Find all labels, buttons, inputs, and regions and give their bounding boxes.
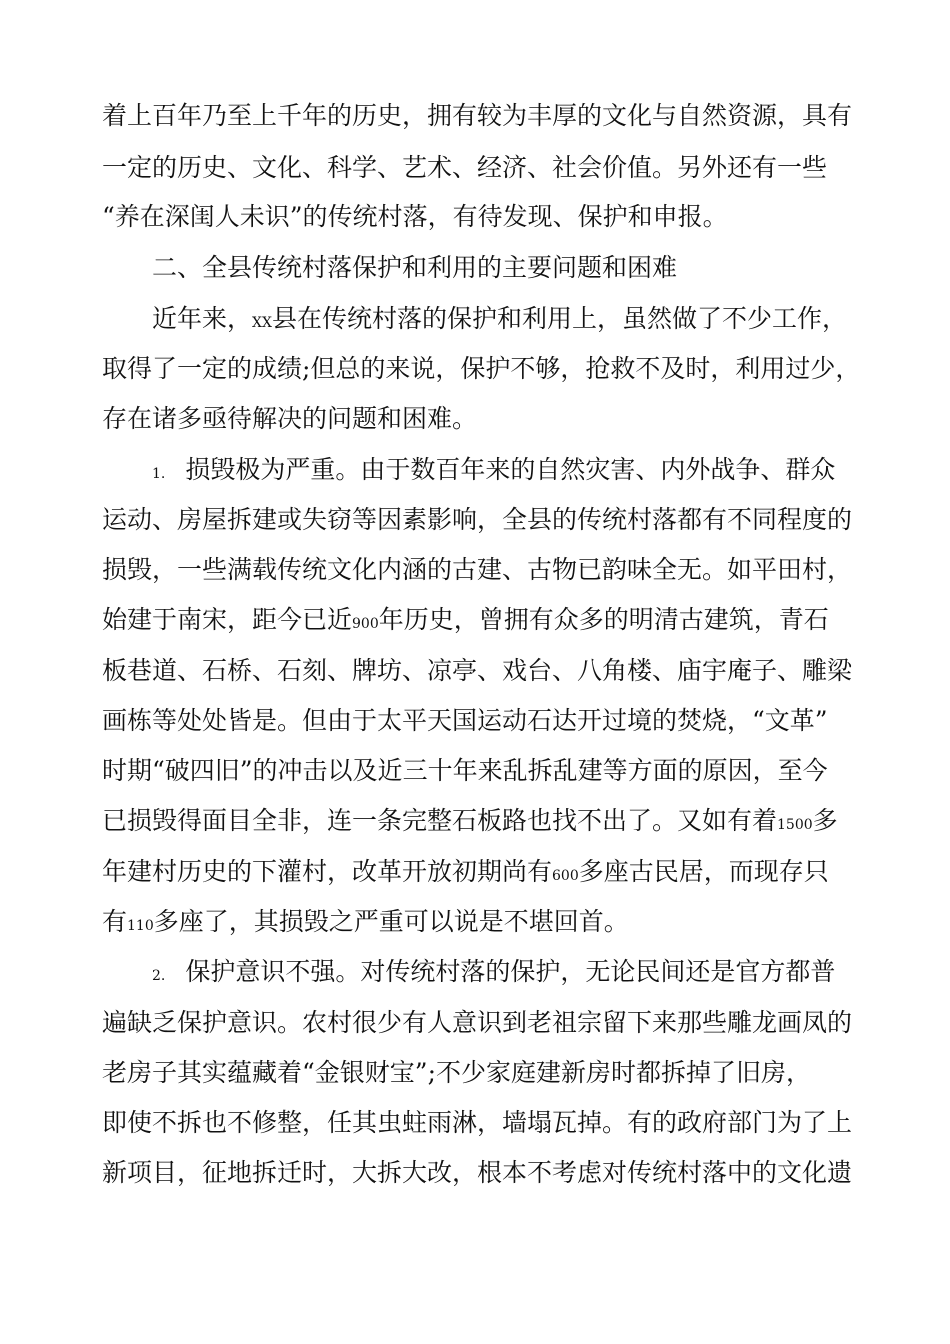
paragraph-line (152, 293, 950, 345)
list-number: 2. (152, 968, 166, 984)
paragraph-line (102, 896, 950, 948)
text-run: 损毁极为严重。由于数百年来的自然灾害、内外战争、群众 (185, 455, 836, 484)
number-run: 600 (552, 868, 579, 884)
paragraph-line (102, 393, 950, 445)
paragraph-line (102, 645, 950, 697)
paragraph-line (102, 594, 950, 646)
text-run: 年历史，曾拥有众多的明清古建筑，青石 (378, 605, 829, 634)
paragraph-line (102, 343, 950, 395)
number-run: 1500 (777, 817, 813, 833)
text-run: 画栋等处处皆是。但由于太平天国运动石达开过境的焚烧，“文革” (102, 706, 828, 735)
section-heading (152, 242, 950, 294)
paragraph-line (102, 795, 950, 847)
text-run: 遍缺乏保护意识。农村很少有人意识到老祖宗留下来那些雕龙画凤的 (102, 1008, 853, 1037)
list-item-heading (152, 444, 950, 496)
list-item-heading (152, 946, 950, 998)
text-run: 保护意识不强。对传统村落的保护，无论民间还是官方都普 (185, 957, 836, 986)
text-run: 年建村历史的下灌村，改革开放初期尚有 (102, 857, 553, 886)
paragraph-line (102, 846, 950, 898)
text-run: 板巷道、石桥、石刻、牌坊、凉亭、戏台、八角楼、庙宇庵子、雕梁 (102, 656, 853, 685)
text-run: 近年来， (152, 304, 253, 333)
paragraph-line (102, 1147, 950, 1199)
number-run: 110 (127, 918, 154, 934)
paragraph-line (102, 142, 950, 194)
paragraph-line (102, 745, 950, 797)
paragraph-line (102, 544, 950, 596)
text-run: 已损毁得面目全非，连一条完整石板路也找不出了。又如有着 (102, 806, 778, 835)
text-run: 多座了，其损毁之严重可以说是不堪回首。 (153, 907, 629, 936)
text-run: 有 (102, 907, 128, 936)
text-run: 一定的历史、文化、科学、艺术、经济、社会价值。另外还有一些 (102, 153, 828, 182)
text-run: 多座古民居，而现存只 (578, 857, 829, 886)
text-run: 二、全县传统村落保护和利用的主要问题和困难 (152, 253, 678, 282)
text-run: 着上百年乃至上千年的历史，拥有较为丰厚的文化与自然资源，具有 (102, 101, 853, 130)
text-run: 新项目，征地拆迁时，大拆大改，根本不考虑对传统村落中的文化遗 (102, 1158, 853, 1187)
paragraph-line (102, 494, 950, 546)
paragraph-line (102, 90, 950, 142)
text-run: “养在深闺人未识”的传统村落，有待发现、保护和申报。 (102, 202, 728, 231)
paragraph-line (102, 191, 950, 243)
list-number: 1. (152, 466, 166, 482)
text-run: 老房子其实蕴藏着“金银财宝”;不少家庭建新房时都拆掉了旧房， (102, 1058, 811, 1087)
text-run: 存在诸多亟待解决的问题和困难。 (102, 404, 478, 433)
paragraph-line (102, 997, 950, 1049)
paragraph-line (102, 1097, 950, 1149)
text-run: 县在传统村落的保护和利用上，虽然做了不少工作， (271, 304, 847, 333)
county-placeholder: XX (252, 315, 272, 331)
paragraph-line (102, 1047, 950, 1099)
text-run: 即使不拆也不修整，任其虫蛀雨淋，墙塌瓦掉。有的政府部门为了上 (102, 1108, 853, 1137)
text-run: 时期“破四旧”的冲击以及近三十年来乱拆乱建等方面的原因，至今 (102, 756, 828, 785)
text-run: 运动、房屋拆建或失窃等因素影响，全县的传统村落都有不同程度的 (102, 505, 853, 534)
text-run: 多 (812, 806, 838, 835)
text-run: 损毁，一些满载传统文化内涵的古建、古物已韵味全无。如平田村， (102, 555, 853, 584)
number-run: 900 (352, 616, 379, 632)
text-run: 始建于南宋，距今已近 (102, 605, 353, 634)
paragraph-line (102, 695, 950, 747)
text-run: 取得了一定的成绩;但总的来说，保护不够，抢救不及时，利用过少， (102, 354, 861, 383)
